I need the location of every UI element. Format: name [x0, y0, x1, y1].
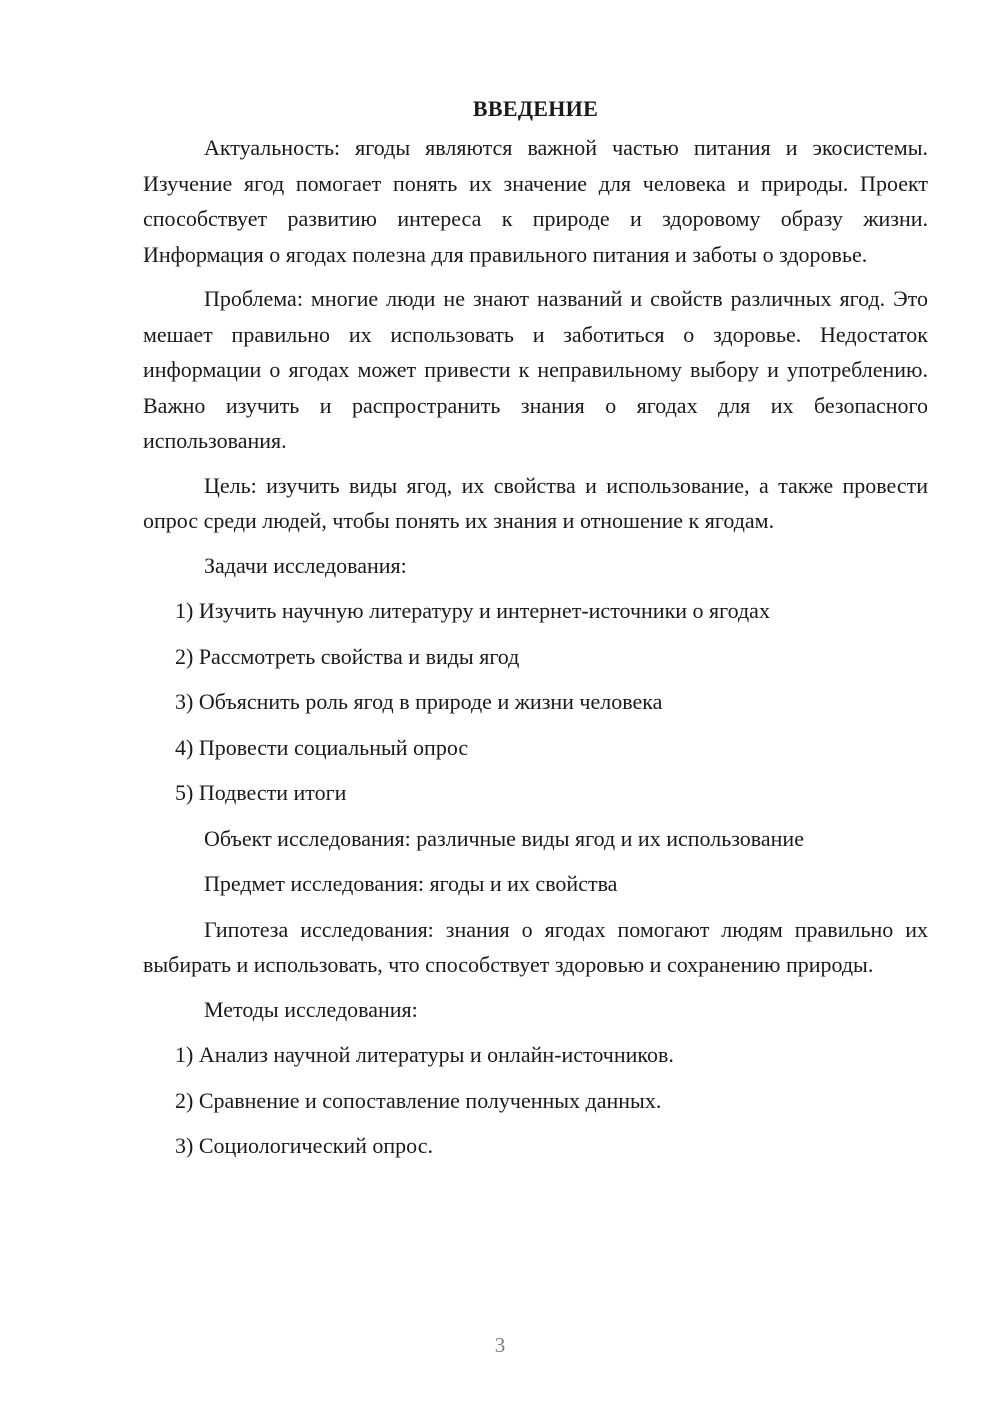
list-item: 2) Рассмотреть свойства и виды ягод — [175, 643, 520, 669]
list-item: 3) Социологический опрос. — [175, 1133, 433, 1158]
tasks-list — [143, 593, 928, 811]
list-item: 1) Анализ научной литературы и онлайн-источников. — [175, 1042, 674, 1067]
page-number: 3 — [494, 1333, 506, 1357]
problem-paragraph: Проблема: многие люди не знают названий и свойств различных ягод. Это мешает правильно их использовать и заботиться о здоровье. Недостаток информации о ягодах может привести к неправильному выбору и употреблению. Важно изучить и распространить знания о ягодах для их безопасного использования. — [143, 286, 928, 453]
list-item: 1) Изучить научную литературу и интернет-источники о ягодах — [175, 598, 770, 623]
methods-title: Методы исследования: — [204, 996, 418, 1022]
goal-paragraph: Цель: изучить виды ягод, их свойства и использование, а также провести опрос среди людей, чтобы понять их знания и отношение к ягодам. — [143, 472, 928, 533]
research-subject: Предмет исследования: ягоды и их свойства — [204, 871, 618, 896]
tasks-title: Задачи исследования: — [204, 552, 407, 578]
list-item: 2) Сравнение и сопоставление полученных данных. — [175, 1087, 662, 1113]
list-item: 5) Подвести итоги — [175, 780, 347, 805]
hypothesis-paragraph: Гипотеза исследования: знания о ягодах помогают людям правильно их выбирать и использовать, что способствует здоровью и сохранению природы. — [143, 916, 928, 977]
relevance-paragraph: Актуальность: ягоды являются важной частью питания и экосистемы. Изучение ягод помогает понять их значение для человека и природы. Проект способствует развитию интереса к природе и здоровому образу жизни. Информация о ягодах полезна для правильного питания и заботы о здоровье. — [143, 135, 928, 267]
list-item: 3) Объяснить роль ягод в природе и жизни человека — [175, 689, 663, 714]
list-item: 4) Провести социальный опрос — [175, 734, 469, 760]
methods-list — [143, 1037, 928, 1164]
section-heading: ВВЕДЕНИЕ — [472, 96, 599, 121]
document-page — [143, 94, 928, 1174]
research-object: Объект исследования: различные виды ягод и их использование — [204, 825, 804, 851]
